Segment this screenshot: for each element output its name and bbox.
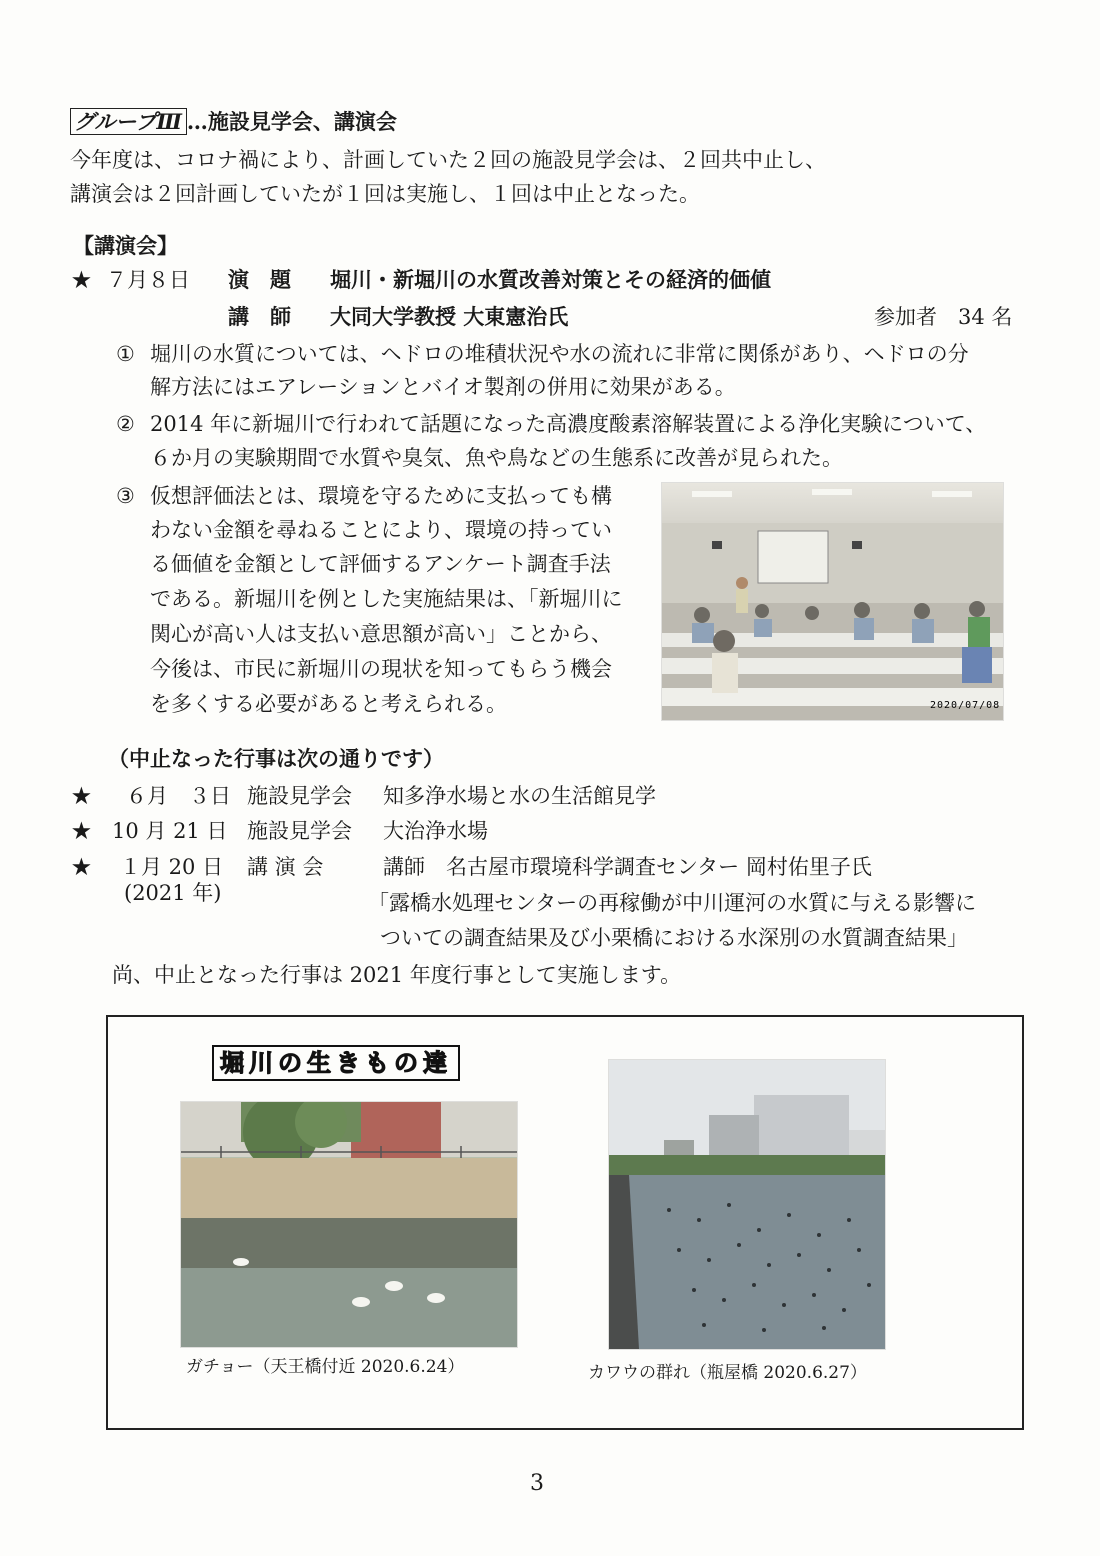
event-date: ６月 ３日 [126, 784, 231, 808]
point-line: である。新堀川を例とした実施結果は、「新堀川に [150, 587, 623, 611]
event-detail: 講師 名古屋市環境科学調査センター 岡村佑里子氏 [383, 855, 872, 879]
group-label: グループⅢ [70, 108, 187, 135]
point-line: 解方法にはエアレーションとバイオ製剤の併用に効果がある。 [150, 375, 736, 399]
group-heading [70, 109, 397, 135]
point-line: 堀川の水質については、ヘドロの堆積状況や水の流れに非常に関係があり、ヘドロの分 [150, 342, 969, 366]
event-type: 講 演 会 [247, 855, 324, 879]
topic-label: 演 題 [228, 267, 291, 292]
photo-date-stamp: 2020/07/08 [930, 700, 1001, 711]
point-line: 関心が高い人は支払い意思額が高い」ことから、 [150, 622, 612, 646]
lecture-photo [662, 483, 1003, 720]
event-type: 施設見学会 [247, 819, 352, 843]
goose-river-image [181, 1102, 517, 1347]
living-title-wrap [212, 1043, 460, 1078]
point-number: ② [116, 412, 135, 436]
point-line: 今後は、市民に新堀川の現状を知ってもらう機会 [150, 657, 612, 681]
event-topic-line: ついての調査結果及び小栗橋における水深別の水質調査結果」 [380, 926, 968, 950]
lecture-room-image [662, 483, 1003, 720]
event-topic-line: 「露橋水処理センターの再稼働が中川運河の水質に与える影響に [368, 891, 977, 915]
cancelled-note: 尚、中止となった行事は 2021 年度行事として実施します。 [112, 963, 682, 987]
group-suffix: …施設見学会、講演会 [186, 109, 397, 134]
intro-line: 講演会は２回計画していたが１回は実施し、１回は中止となった。 [70, 182, 700, 206]
photo-caption: ガチョー（天王橋付近 2020.6.24） [186, 1357, 465, 1377]
point-line: 2014 年に新堀川で行われて話題になった高濃度酸素溶解装置による浄化実験について、 [150, 412, 987, 436]
event-date: 10 月 21 日 [112, 819, 228, 843]
point-line: わない金額を尋ねることにより、環境の持ってい [150, 518, 612, 542]
lecture-topic: 堀川・新堀川の水質改善対策とその経済的価値 [330, 267, 771, 292]
star-icon: ★ [72, 854, 91, 879]
event-detail: 大治浄水場 [383, 819, 488, 843]
goose-photo [181, 1102, 517, 1347]
cancelled-title: （中止なった行事は次の通りです） [108, 746, 444, 771]
lecture-date: ７月８日 [106, 268, 190, 292]
point-line: ６か月の実験期間で水質や臭気、魚や鳥などの生態系に改善が見られた。 [150, 446, 843, 470]
living-title: 堀川の生きもの達 [212, 1045, 460, 1081]
event-detail: 知多浄水場と水の生活館見学 [383, 784, 656, 808]
point-number: ① [116, 342, 135, 366]
cormorant-river-image [609, 1060, 885, 1349]
intro-line: 今年度は、コロナ禍により、計画していた２回の施設見学会は、２回共中止し、 [70, 148, 826, 172]
lecture-section-title: 【講演会】 [73, 233, 178, 258]
star-icon: ★ [72, 783, 91, 808]
event-year-note: (2021 年) [124, 881, 222, 905]
lecture-speaker: 大同大学教授 大東憲治氏 [330, 304, 569, 329]
star-icon: ★ [72, 267, 91, 292]
photo-caption: カワウの群れ（瓶屋橋 2020.6.27） [588, 1363, 867, 1383]
event-date: １月 20 日 [120, 855, 224, 879]
point-line: 仮想評価法とは、環境を守るために支払っても構 [150, 484, 612, 508]
star-icon: ★ [72, 818, 91, 843]
event-type: 施設見学会 [247, 784, 352, 808]
cormorant-photo [609, 1060, 885, 1349]
speaker-label: 講 師 [228, 304, 291, 329]
point-line: る価値を金額として評価するアンケート調査手法 [150, 552, 611, 576]
attendees: 参加者 34 名 [874, 305, 1013, 329]
page-number: 3 [530, 1471, 544, 1496]
point-line: を多くする必要があると考えられる。 [150, 692, 507, 716]
point-number: ③ [116, 484, 135, 508]
